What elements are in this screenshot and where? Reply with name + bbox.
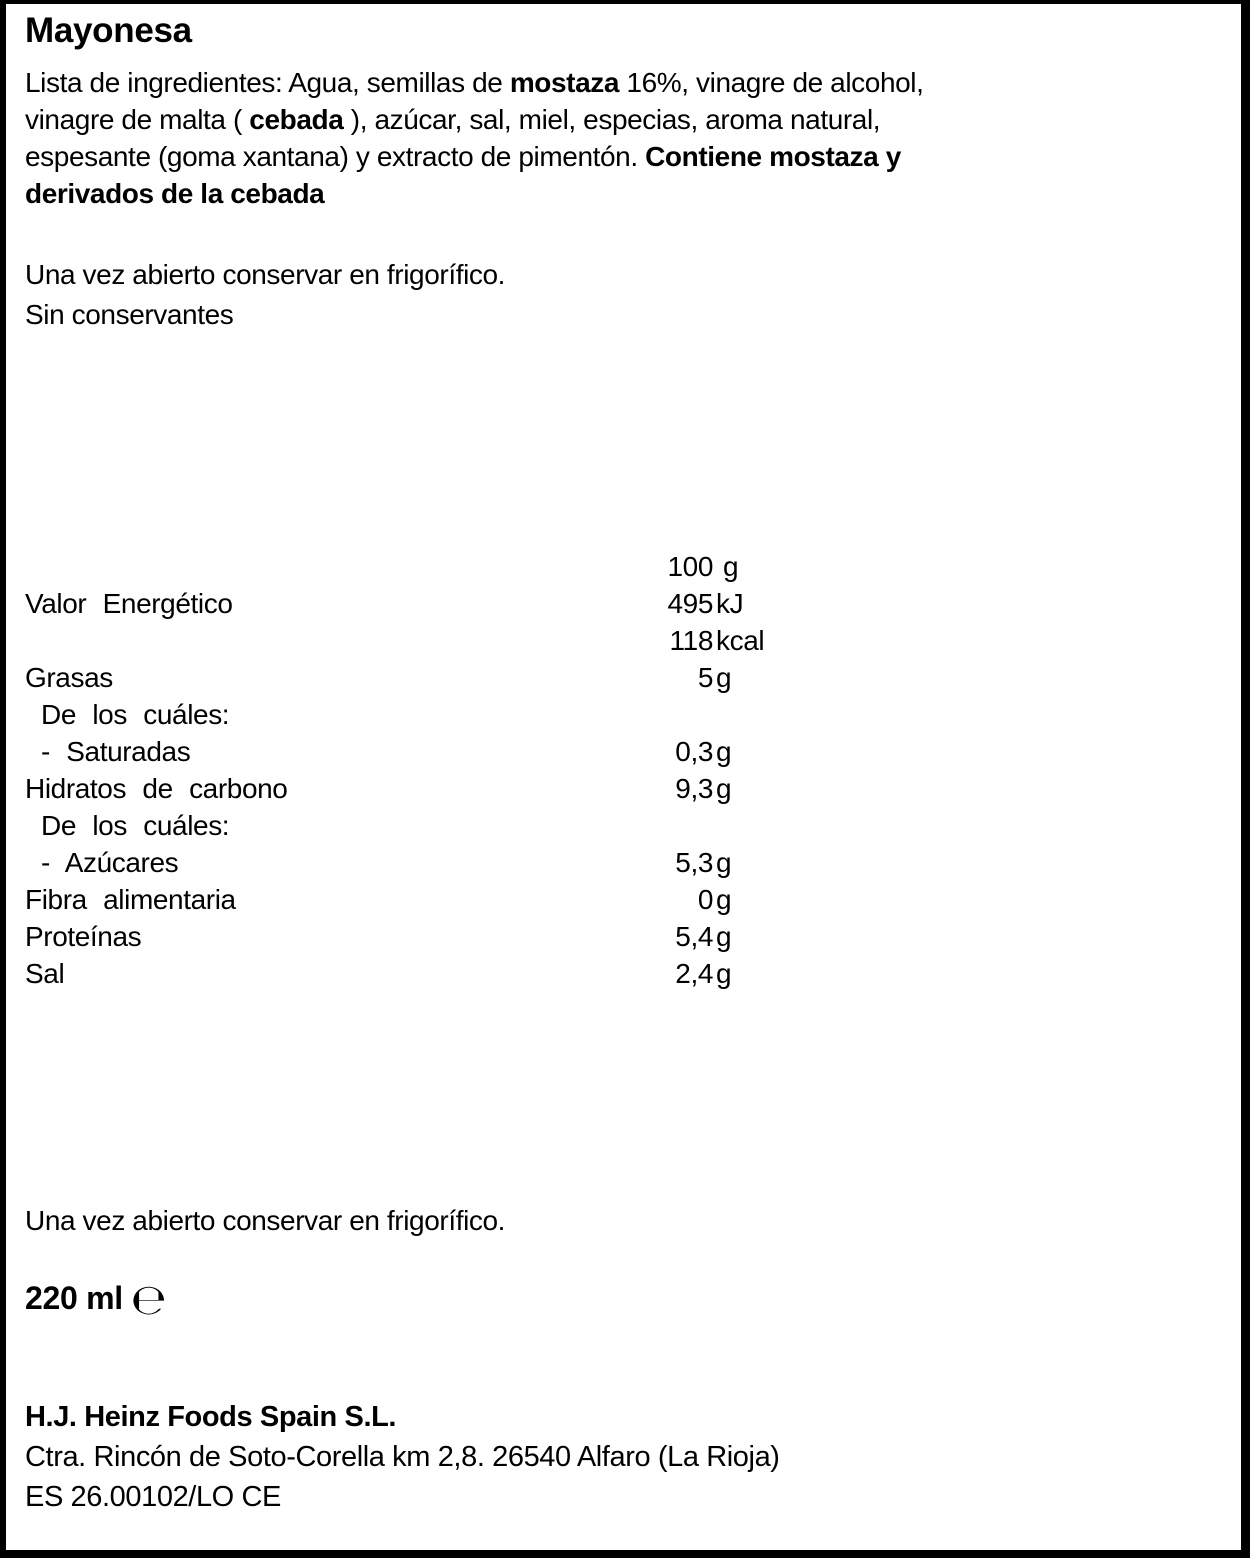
nutrient-value: 0,3	[675, 736, 713, 767]
nutrient-unit: kJ	[716, 588, 744, 619]
manufacturer-registration: ES 26.00102/LO CE	[25, 1481, 281, 1513]
nutrient-label: Valor Energético	[25, 588, 233, 619]
allergen-emphasis: Contiene mostaza y	[645, 141, 901, 172]
nutrient-label: De los cuáles:	[41, 810, 230, 841]
nutrient-value: 100	[667, 551, 713, 582]
ingredients-line	[25, 138, 1221, 175]
nutrient-value: 5	[697, 662, 713, 693]
nutrient-unit: g	[716, 662, 732, 693]
ingredient-text: 16%, vinagre de alcohol,	[619, 67, 924, 98]
net-quantity: 220 ml	[25, 1280, 123, 1316]
nutrient-value: 0	[697, 884, 713, 915]
no-preservatives-claim: Sin conservantes	[25, 299, 234, 330]
nutrient-label: Proteínas	[25, 921, 142, 952]
net-quantity-row	[25, 1275, 1221, 1324]
nutrient-label: Hidratos de carbono	[25, 773, 288, 804]
nutrient-unit: g	[716, 884, 732, 915]
nutrient-unit: g	[716, 773, 732, 804]
nutrition-row	[25, 807, 1221, 844]
nutrient-unit: g	[723, 551, 739, 582]
ingredients-text	[25, 64, 1221, 212]
nutrient-value: 495	[667, 588, 713, 619]
manufacturer-block	[25, 1397, 1221, 1517]
label-content	[6, 4, 1241, 1517]
nutrition-row	[25, 881, 1221, 918]
ingredient-text: vinagre de malta (	[25, 104, 250, 135]
nutrient-value: 5,4	[675, 921, 713, 952]
nutrition-row	[25, 696, 1221, 733]
storage-note: Una vez abierto conservar en frigorífico.	[25, 259, 506, 290]
nutrient-label: Sal	[25, 958, 65, 989]
nutrient-value: 5,3	[675, 847, 713, 878]
nutrition-row	[25, 659, 1221, 696]
nutrient-unit: g	[716, 958, 732, 989]
nutrition-row	[25, 733, 1221, 770]
nutrient-label: De los cuáles:	[41, 699, 230, 730]
estimated-sign-icon: ℮	[130, 1275, 167, 1324]
nutrient-unit: g	[716, 921, 732, 952]
ingredients-line	[25, 64, 1221, 101]
nutrition-row	[25, 918, 1221, 955]
allergen-emphasis: cebada	[249, 104, 344, 135]
nutrition-row	[25, 622, 1221, 659]
ingredient-text: espesante (goma xantana) y extracto de pimentón.	[25, 141, 646, 172]
nutrient-value: 2,4	[675, 958, 713, 989]
nutrient-unit: g	[716, 736, 732, 767]
ingredient-text: Lista de ingredientes: Agua, semillas de	[25, 67, 510, 98]
nutrition-table	[25, 548, 1221, 992]
nutrient-label: Grasas	[25, 662, 113, 693]
manufacturer-address: Ctra. Rincón de Soto-Corella km 2,8. 26540 Alfaro (La Rioja)	[25, 1441, 780, 1473]
nutrient-label: Fibra alimentaria	[25, 884, 236, 915]
nutrient-value: 118	[669, 625, 713, 656]
nutrient-value: 9,3	[675, 773, 713, 804]
nutrient-label: - Azúcares	[41, 847, 179, 878]
ingredients-line	[25, 175, 1221, 212]
nutrition-row	[25, 955, 1221, 992]
nutrition-row	[25, 844, 1221, 881]
nutrient-label: - Saturadas	[41, 736, 191, 767]
manufacturer-name: H.J. Heinz Foods Spain S.L.	[25, 1401, 397, 1433]
nutrition-row	[25, 585, 1221, 622]
nutrition-row	[25, 770, 1221, 807]
nutrient-unit: g	[716, 847, 732, 878]
nutrient-unit: kcal	[716, 625, 765, 656]
storage-note-repeat: Una vez abierto conservar en frigorífico.	[25, 1205, 506, 1236]
nutrition-row	[25, 548, 1221, 585]
ingredient-text: ), azúcar, sal, miel, especias, aroma natural,	[343, 104, 881, 135]
product-title: Mayonesa	[25, 11, 192, 50]
ingredients-line	[25, 101, 1221, 138]
allergen-emphasis: mostaza	[509, 67, 620, 98]
allergen-emphasis: derivados de la cebada	[25, 178, 325, 209]
